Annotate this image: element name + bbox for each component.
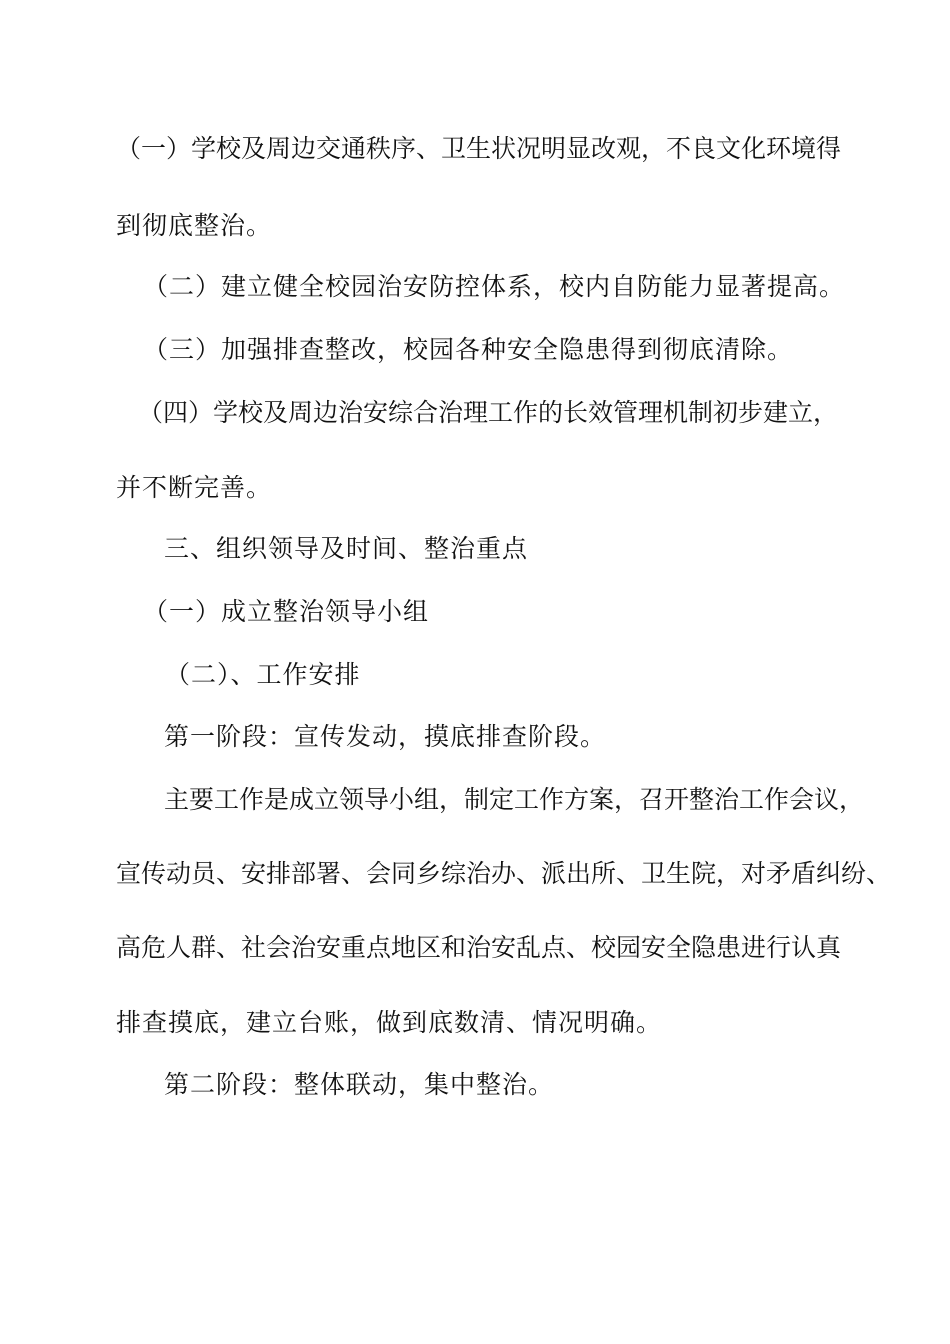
subsection-heading-2: （二）、工作安排 — [165, 660, 361, 689]
paragraph-line-13: 高危人群、社会治安重点地区和治安乱点、校园安全隐患进行认真 — [116, 933, 842, 962]
paragraph-line-6: 并不断完善。 — [116, 473, 273, 502]
paragraph-line-1: （一）学校及周边交通秩序、卫生状况明显改观，不良文化环境得 — [116, 134, 842, 163]
phase-one-heading: 第一阶段：宣传发动，摸底排查阶段。 — [164, 722, 607, 751]
paragraph-line-14: 排查摸底，建立台账，做到底数清、情况明确。 — [116, 1008, 663, 1037]
paragraph-line-4: （三）加强排查整改，校园各种安全隐患得到彻底清除。 — [143, 335, 794, 364]
paragraph-line-5: （四）学校及周边治安综合治理工作的长效管理机制初步建立， — [138, 398, 839, 427]
section-heading: 三、组织领导及时间、整治重点 — [164, 534, 529, 563]
paragraph-line-11: 主要工作是成立领导小组，制定工作方案，召开整治工作会议， — [164, 785, 865, 814]
paragraph-line-2: 到彻底整治。 — [116, 211, 273, 240]
subsection-heading-1: （一）成立整治领导小组 — [143, 597, 430, 626]
phase-two-heading: 第二阶段：整体联动，集中整治。 — [164, 1070, 555, 1099]
paragraph-line-12: 宣传动员、安排部署、会同乡综治办、派出所、卫生院，对矛盾纠纷、 — [116, 859, 892, 888]
paragraph-line-3: （二）建立健全校园治安防控体系，校内自防能力显著提高。 — [143, 272, 846, 301]
